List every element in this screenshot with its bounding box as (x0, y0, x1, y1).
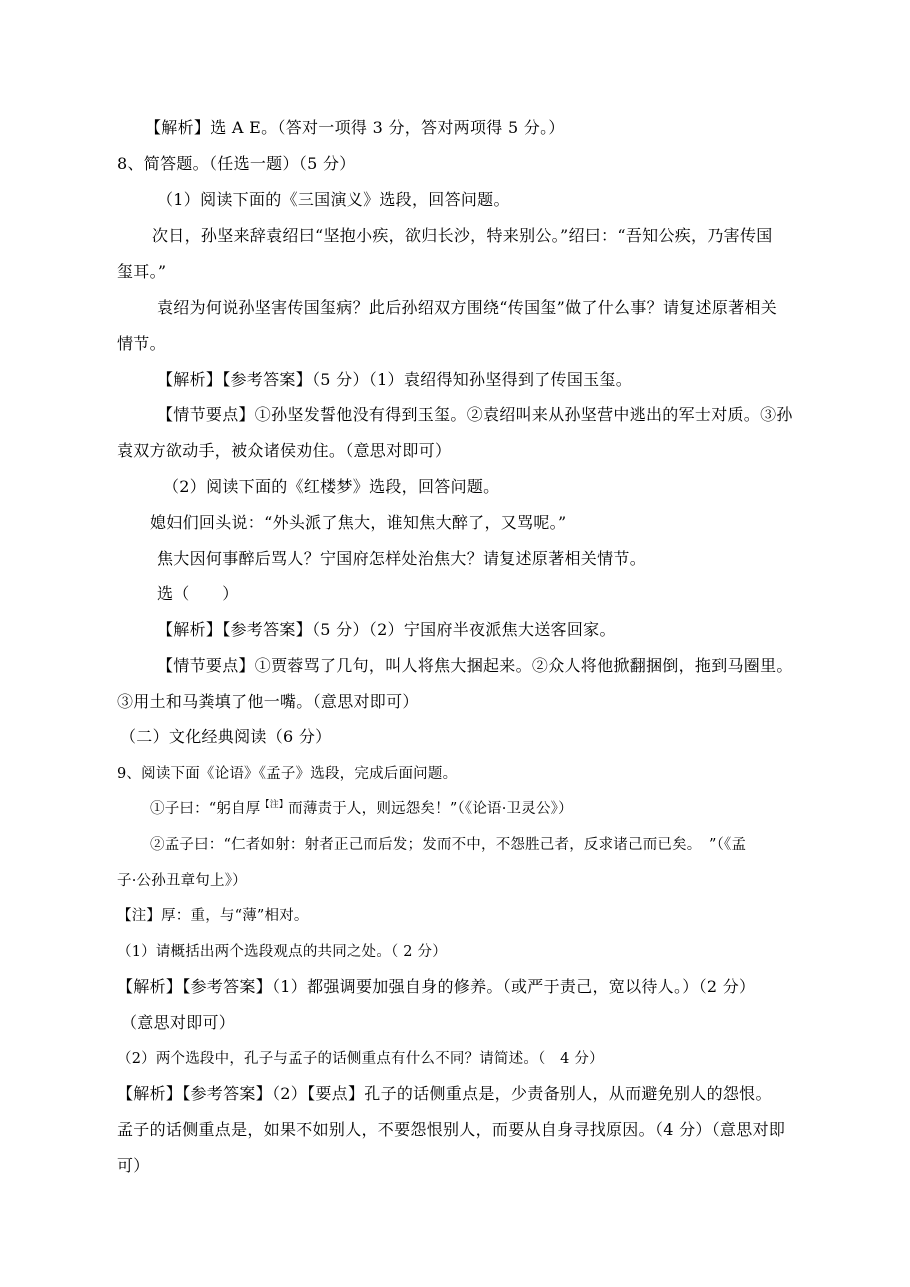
question-8-heading: 8、简答题。（任选一题）（5 分） (117, 154, 356, 173)
question-9-heading: 9、阅读下面《论语》《孟子》选段，完成后面问题。 (117, 766, 458, 782)
note-marker: 【注】 (260, 800, 289, 811)
note-definition: 【注】厚：重，与“薄”相对。 (117, 908, 309, 924)
section-2-heading: （二）文化经典阅读（6 分） (120, 727, 332, 746)
answer-9-2-line-1: 【解析】【参考答案】（2）【要点】孔子的话侧重点是，少责备别人，从而避免别人的怨恨。 (117, 1084, 772, 1103)
plot-points-8-1-line-2: 袁双方欲动手，被众诸侯劝住。（意思对即可） (117, 441, 452, 460)
answer-9-1-line-2: （意思对即可） (121, 1013, 236, 1032)
plot-points-8-2-line-1: 【情节要点】①贾蓉骂了几句，叫人将焦大捆起来。②众人将他掀翻捆倒，拖到马圈里。 (157, 656, 793, 675)
passage-mengzi-line-1: ②孟子曰：“仁者如射：射者正己而后发；发而不中，不怨胜己者，反求诸己而已矣。 ”（《孟 (150, 837, 747, 853)
answer-line-7: 【解析】选 A E。（答对一项得 3 分，答对两项得 5 分。） (145, 118, 565, 137)
answer-9-2-line-2: 孟子的话侧重点是，如果不如别人，不要怨恨别人，而要从自身寻找原因。（4 分）（意思对即 (117, 1120, 786, 1139)
question-9-2: （2）两个选段中，孔子与孟子的话侧重点有什么不同？请简述。（ 4 分） (117, 1051, 604, 1067)
question-8-part-1-prompt: （1）阅读下面的《三国演义》选段，回答问题。 (157, 190, 510, 209)
answer-9-1-line-1: 【解析】【参考答案】（1）都强调要加强自身的修养。（或严于责己，宽以待人。）（2 分） (117, 977, 756, 996)
plot-points-8-1-line-1: 【情节要点】①孙坚发誓他没有得到玉玺。②袁绍叫来从孙坚营中逃出的军士对质。③孙 (157, 405, 793, 424)
note-marker-label: 注 (269, 800, 279, 811)
question-8-2-text: 焦大因何事醉后骂人？宁国府怎样处治焦大？请复述原著相关情节。 (157, 549, 647, 568)
answer-8-1: 【解析】【参考答案】（5 分）（1）袁绍得知孙坚得到了传国玉玺。 (157, 370, 633, 389)
choice-blank: 选（ ） (157, 584, 239, 603)
question-8-part-2-prompt: （2）阅读下面的《红楼梦》选段，回答问题。 (163, 477, 500, 496)
passage-sanguo-line-2: 玺耳。” (117, 262, 167, 281)
passage-honglou: 媳妇们回头说：“外头派了焦大，谁知焦大醉了，又骂呢。” (150, 513, 567, 532)
passage-lunyu-part-2: 而薄责于人，则远怨矣！”（《论语·卫灵公》） (288, 801, 573, 817)
passage-sanguo-line-1: 次日，孙坚来辞袁绍曰“坚抱小疾，欲归长沙，特来别公。”绍曰：“吾知公疾，乃害传国 (152, 226, 773, 245)
passage-lunyu-part-1: ①子曰：“躬自厚 (150, 801, 261, 817)
answer-8-2: 【解析】【参考答案】（5 分）（2）宁国府半夜派焦大送客回家。 (157, 620, 616, 639)
question-8-1-text-line-2: 情节。 (117, 334, 166, 353)
answer-9-2-line-3: 可） (117, 1156, 150, 1175)
question-9-1: （1）请概括出两个选段观点的共同之处。（ 2 分） (117, 944, 447, 960)
question-8-1-text-line-1: 袁绍为何说孙坚害传国玺病？此后孙绍双方围绕“传国玺”做了什么事？请复述原著相关 (157, 298, 778, 317)
plot-points-8-2-line-2: ③用土和马粪填了他一嘴。（意思对即可） (117, 692, 419, 711)
passage-mengzi-line-2: 子·公孙丑章句上》） (117, 873, 247, 889)
passage-lunyu (150, 799, 573, 819)
